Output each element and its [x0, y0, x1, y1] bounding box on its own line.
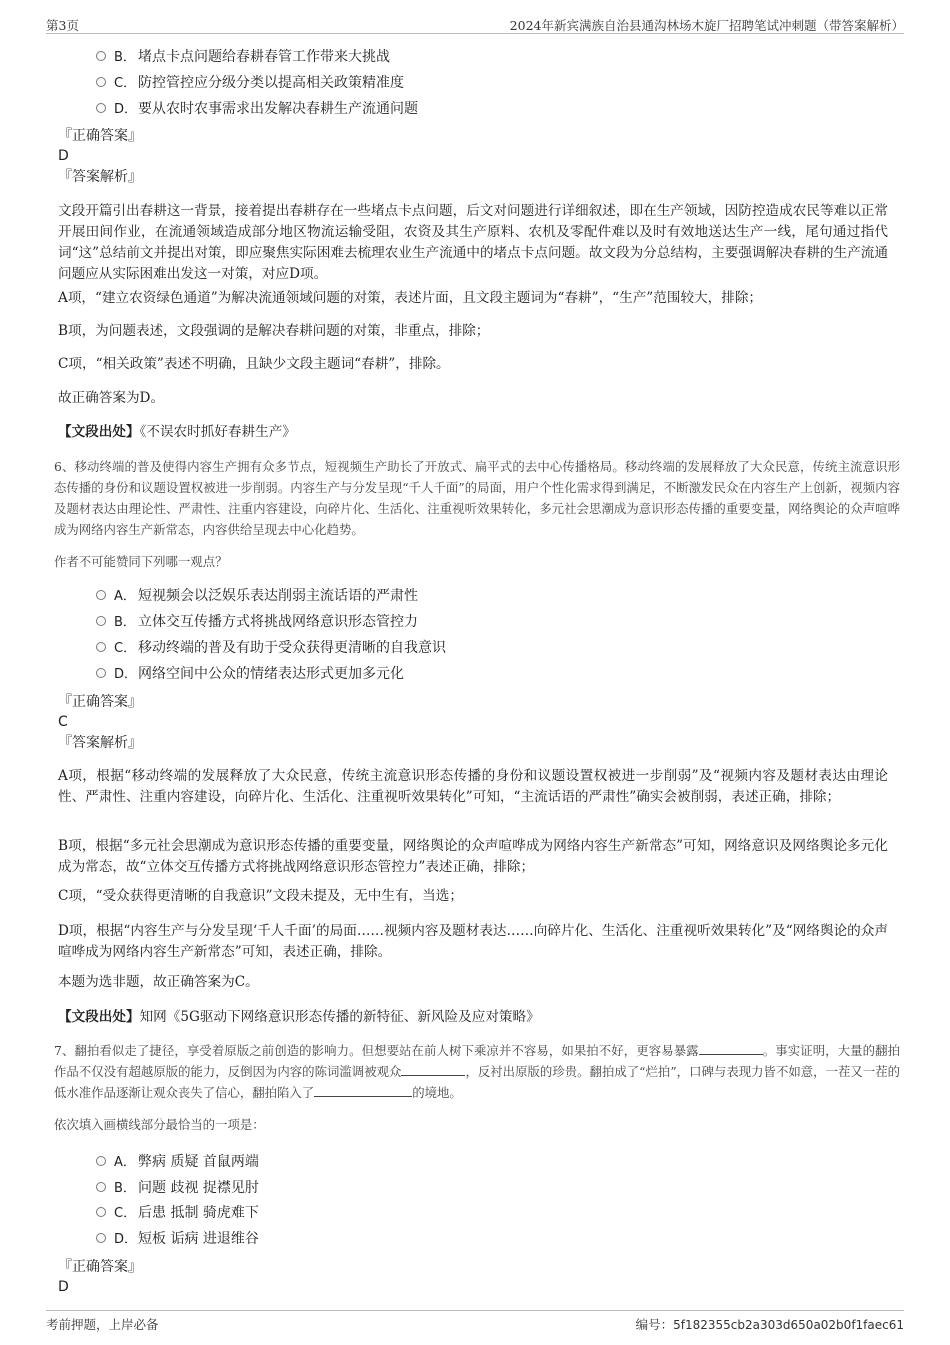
page-header	[46, 14, 904, 34]
q7-option-a[interactable]: A． 弊病 质疑 首鼠两端	[96, 1152, 259, 1173]
radio-icon[interactable]	[96, 642, 106, 652]
q7-option-b[interactable]: B． 问题 歧视 捉襟见肘	[96, 1178, 259, 1199]
q5-analysis-para: 文段开篇引出春耕这一背景，接着提出春耕存在一些堵点卡点问题，后文对问题进行详细叙述，即在生产领域，因防控造成农民等难以正常开展田间作业，在流通领域造成部分地区物流运输受阻，农资及其生产原料、农机及零配件难以及时有效地送达生产一线，尾句通过指代词“这”总结前文并提出对策，即应聚焦实际困难去梳理农业生产流通中的堵点卡点问题。故文段为分总结构，主要强调解决春耕的生产流通问题应从实际困难出发这一对策，对应D项。	[58, 203, 888, 282]
blank-2[interactable]	[401, 1064, 465, 1076]
page-footer	[46, 1310, 904, 1334]
radio-icon[interactable]	[96, 616, 106, 626]
q7-option-d[interactable]: D．短板 诟病 进退维谷	[96, 1229, 259, 1250]
q5-analysis-a: A项，“建立农资绿色通道”为解决流通领域问题的对策，表述片面，且文段主题词为“春耕”，“生产”范围较大，排除；	[58, 290, 763, 306]
q7-option-c[interactable]: C． 后患 抵制 骑虎难下	[96, 1203, 259, 1224]
q6-option-b[interactable]: B． 立体交互传播方式将挑战网络意识形态管控力	[96, 612, 418, 633]
q7-question: 依次填入画横线部分最恰当的一项是：	[54, 1117, 265, 1132]
radio-icon[interactable]	[96, 77, 106, 87]
document-code: 编号：5f182355cb2a303d650a02b0f1faec61	[635, 1317, 904, 1332]
q6-stem: 6、移动终端的普及使得内容生产拥有众多节点，短视频生产助长了开放式、扁平式的去中心传播格局。移动终端的发展释放了大众民意，传统主流意识形态传播的身份和议题设置权被进一步削弱。内容生产与分发呈现“千人千面”的局面，用户个性化需求得到满足，不断激发民众在内容生产上创新，视频内容及题材表达由理论性、严肃性、注重内容建设，向碎片化、生活化、注重视听效果转化，多元社会思潮成为意识形态传播的重要变量，网络舆论的众声喧哗成为网络内容生产新常态，内容供给呈现去中心化趋势。	[54, 459, 900, 537]
blank-3[interactable]	[314, 1085, 412, 1097]
radio-icon[interactable]	[96, 1233, 106, 1243]
q5-option-b[interactable]: B． 堵点卡点问题给春耕春管工作带来大挑战	[96, 47, 390, 68]
q6-conclusion: 本题为选非题，故正确答案为C。	[58, 974, 259, 990]
q7-answer: D	[58, 1279, 69, 1295]
q5-option-c[interactable]: C． 防控管控应分级分类以提高相关政策精准度	[96, 73, 404, 94]
q5-analysis-c: C项，“相关政策”表述不明确，且缺少文段主题词“春耕”，排除。	[58, 356, 450, 372]
radio-icon[interactable]	[96, 668, 106, 678]
q6-answer: C	[58, 714, 68, 730]
q6-analysis-a: A项，根据“移动终端的发展释放了大众民意，传统主流意识形态传播的身份和议题设置权被进一步削弱”及“视频内容及题材表达由理论性、严肃性、注重内容建设，向碎片化、生活化、注重视听效果转化”可知，“主流话语的严肃性”确实会被削弱，表述正确，排除；	[58, 768, 888, 805]
q6-source: 【文段出处】知网《5G驱动下网络意识形态传播的新特征、新风险及应对策略》	[58, 1009, 540, 1025]
radio-icon[interactable]	[96, 1156, 106, 1166]
page-number: 第3页	[46, 18, 79, 33]
q7-answer-label: 『正确答案』	[58, 1259, 142, 1275]
q6-analysis-b: B项，根据“多元社会思潮成为意识形态传播的重要变量，网络舆论的众声喧哗成为网络内容生产新常态”可知，网络意识及网络舆论多元化成为常态，故“立体交互传播方式将挑战网络意识形态管控力”表述正确，排除；	[58, 838, 888, 875]
radio-icon[interactable]	[96, 590, 106, 600]
footer-slogan: 考前押题，上岸必备	[46, 1317, 159, 1332]
q6-analysis-c: C项，“受众获得更清晰的自我意识”文段未提及，无中生有，当选；	[58, 888, 463, 904]
radio-icon[interactable]	[96, 103, 106, 113]
q5-option-d[interactable]: D．要从农时农事需求出发解决春耕生产流通问题	[96, 99, 418, 120]
q5-analysis-b: B项，为问题表述，文段强调的是解决春耕问题的对策，非重点，排除；	[58, 323, 490, 339]
radio-icon[interactable]	[96, 51, 106, 61]
q7-stem: 7、翻拍看似走了捷径，享受着原版之前创造的影响力。但想要站在前人树下乘凉并不容易，如果拍不好，更容易暴露 。事实证明，大量的翻拍作品不仅没有超越原版的能力，反倒因为内容的陈词滥调被观众 ，反衬出原版的珍贵。翻拍成了“烂拍”，口碑与表现力皆不如意，一茬又一茬的低水准作品逐渐让观众丧失了信心，翻拍陷入了 的境地。	[54, 1043, 901, 1100]
q6-analysis-d: D项，根据“内容生产与分发呈现‘千人千面’的局面……视频内容及题材表达……向碎片化、生活化、注重视听效果转化”及“网络舆论的众声喧哗成为网络内容生产新常态”可知，表述正确，排除。	[58, 923, 888, 960]
q6-question: 作者不可能赞同下列哪一观点？	[54, 554, 228, 569]
radio-icon[interactable]	[96, 1182, 106, 1192]
radio-icon[interactable]	[96, 1207, 106, 1217]
document-title: 2024年新宾满族自治县通沟林场木旋厂招聘笔试冲刺题（带答案解析）	[509, 18, 904, 33]
q5-answer: D	[58, 148, 69, 164]
q5-analysis-label: 『答案解析』	[58, 169, 142, 185]
q6-answer-label: 『正确答案』	[58, 694, 142, 710]
q5-conclusion: 故正确答案为D。	[58, 390, 165, 406]
q5-source: 【文段出处】《不误农时抓好春耕生产》	[58, 424, 296, 440]
blank-1[interactable]	[699, 1043, 763, 1055]
q6-option-d[interactable]: D．网络空间中公众的情绪表达形式更加多元化	[96, 664, 404, 685]
q5-answer-label: 『正确答案』	[58, 128, 142, 144]
q6-analysis-label: 『答案解析』	[58, 735, 142, 751]
q6-option-c[interactable]: C． 移动终端的普及有助于受众获得更清晰的自我意识	[96, 638, 446, 659]
q6-option-a[interactable]: A． 短视频会以泛娱乐表达削弱主流话语的严肃性	[96, 586, 418, 607]
